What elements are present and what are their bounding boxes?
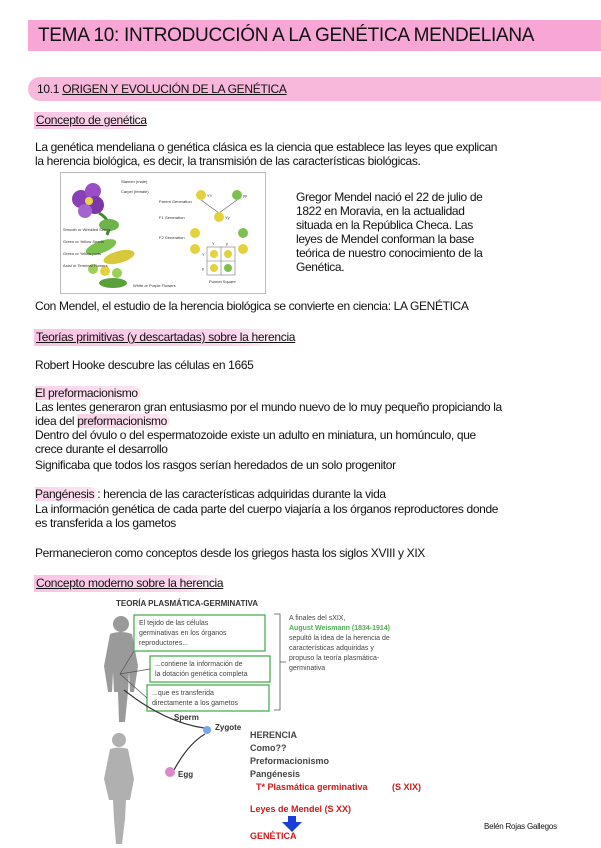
author-footer: Belén Rojas Gallegos: [484, 822, 557, 831]
box2-line1: ...contiene la información de: [155, 661, 243, 668]
label-seeds-shape: Smooth or Wrinkled Seeds: [63, 227, 111, 232]
label-stamen: Stamen (male): [121, 179, 148, 184]
mendel-text-2: 1822 en Moravia, en la actualidad: [296, 204, 465, 218]
mendel-text-6: Genética.: [296, 260, 345, 274]
label-flowers-pos: Axial or Terminal Flowers: [63, 263, 108, 268]
section-number: 10.1: [37, 82, 60, 96]
pangenesis-definition: : herencia de las características adquiridas durante la vida: [97, 487, 386, 501]
mendel-text-1: Gregor Mendel nació el 22 de julio de: [296, 190, 483, 204]
preform-text-4: crece durante el desarrollo: [35, 442, 168, 456]
female-silhouette: [104, 733, 134, 844]
preform-label: Preformacionismo: [250, 756, 330, 766]
preform-text-2: [35, 414, 170, 428]
mendel-text-5: teórica de nuestro conocimiento de la: [296, 246, 483, 260]
concepto-text-1: La genética mendeliana o genética clásica es la ciencia que establece las leyes que explican: [35, 140, 498, 154]
arrow-down-icon: [282, 816, 302, 832]
preform-text-5: Significaba que todos los rasgos serían heredados de un solo progenitor: [35, 458, 396, 472]
symbol-yy-hetero: Yy: [225, 215, 230, 220]
section-heading: [37, 82, 287, 96]
permanecieron-text: Permanecieron como conceptos desde los griegos hasta los siglos XVIII y XIX: [35, 546, 425, 560]
note-weismann: August Weismann (1834-1914): [289, 625, 391, 632]
note-rest-4: germinativa: [289, 665, 326, 672]
note-rest-1: sepultó la idea de la herencia de: [289, 635, 390, 642]
label-seeds-color: Green or Yellow Seeds: [63, 239, 104, 244]
pangenesis-heading: Pangénesis: [35, 487, 97, 501]
pangenesis-line-1: [35, 487, 386, 501]
genetica-ciencia-text: Con Mendel, el estudio de la herencia biológica se convierte en ciencia: LA GENÉTICA: [35, 299, 469, 313]
pangen-label: Pangénesis: [250, 769, 301, 779]
symbol-yy-upper: YY: [207, 193, 213, 198]
como-label: Como??: [250, 743, 287, 753]
egg-label: Egg: [178, 770, 194, 779]
label-parent-gen: Parent Generation: [159, 199, 192, 204]
pangenesis-line-2: La información genética de cada parte del cuerpo viajaría a los órganos reproductores donde: [35, 502, 499, 516]
page-title: TEMA 10: INTRODUCCIÓN A LA GENÉTICA MENDELIANA: [38, 25, 535, 46]
teorias-heading: Teorías primitivas (y descartadas) sobre la herencia: [34, 329, 299, 346]
plasmatica-siglo-label: (S XIX): [392, 782, 422, 792]
label-punnett: Punnet Square: [209, 279, 236, 284]
concepto-heading: Concepto de genética: [34, 112, 151, 129]
preform-text-3: Dentro del óvulo o del espermatozoide existe un adulto en miniatura, un homúnculo, que: [35, 428, 476, 442]
symbol-yy-lower: yy: [243, 193, 247, 198]
box2-line2: la dotación genética completa: [155, 671, 248, 678]
preform-highlight: preformacionismo: [77, 414, 170, 428]
punnett-top-2: y: [226, 241, 228, 246]
herencia-label: HERENCIA: [250, 730, 298, 740]
box3-line1: ...que es transferida: [152, 690, 214, 697]
label-f2-gen: F2 Generation: [159, 235, 185, 240]
box3-line2: directamente a los gametos: [152, 700, 238, 707]
moderno-heading: Concepto moderno sobre la herencia: [34, 575, 227, 592]
punnett-top-1: Y: [212, 241, 215, 246]
weismann-drawing: [104, 594, 444, 846]
note-line1: A finales del sXIX,: [289, 615, 346, 622]
plasmatica-label: T* Plasmática germinativa: [256, 782, 368, 792]
label-carpel: Carpel (female): [121, 189, 149, 194]
figure-title: TEORÍA PLASMÁTICA-GERMINATIVA: [116, 599, 259, 608]
pangenesis-line-3: es transferida a los gametos: [35, 516, 176, 530]
zygote-label: Zygote: [215, 723, 242, 732]
sperm-label: Sperm: [174, 713, 199, 722]
preformacionismo-heading: [35, 386, 141, 400]
male-silhouette: [104, 616, 138, 722]
section-label: ORIGEN Y EVOLUCIÓN DE LA GENÉTICA: [62, 82, 287, 96]
mendel-experiment-image: [60, 172, 266, 294]
mendel-experiment-drawing: [61, 173, 265, 293]
label-flowers-color: White or Purple Flowers: [133, 283, 176, 288]
weismann-figure: [104, 594, 444, 846]
box1-line2: germinativas en los órganos: [139, 630, 227, 637]
zygote-dot: [203, 726, 211, 734]
egg-dot: [165, 767, 175, 777]
mendel-text-3: situada en la República Checa. Las: [296, 218, 473, 232]
mendel-text-4: leyes de Mendel conforman la base: [296, 232, 474, 246]
punnett-left-1: Y: [202, 252, 205, 257]
note-rest-2: características adquiridas y: [289, 645, 374, 652]
preformacionismo-title: El preformacionismo: [35, 386, 141, 400]
note-rest-3: propuso la teoría plasmática-: [289, 655, 380, 662]
leyes-label: Leyes de Mendel (S XX): [250, 804, 352, 814]
preform-text-1: Las lentes generaron gran entusiasmo por el mundo nuevo de lo muy pequeño propiciando la: [35, 400, 502, 414]
box1-line1: El tejido de las células: [139, 620, 209, 627]
concepto-text-2: la herencia biológica, es decir, la transmisión de las características biológicas.: [35, 154, 421, 168]
preform-text-2-prefix: idea del: [35, 414, 78, 428]
label-f1-gen: F1 Generation: [159, 215, 185, 220]
box1-line3: reproductores...: [139, 640, 189, 647]
label-pods: Green or Yellow pods: [63, 251, 102, 256]
punnett-left-2: y: [202, 266, 204, 271]
hooke-text: Robert Hooke descubre las células en 1665: [35, 358, 254, 372]
genetica-label: GENÉTICA: [250, 831, 297, 841]
